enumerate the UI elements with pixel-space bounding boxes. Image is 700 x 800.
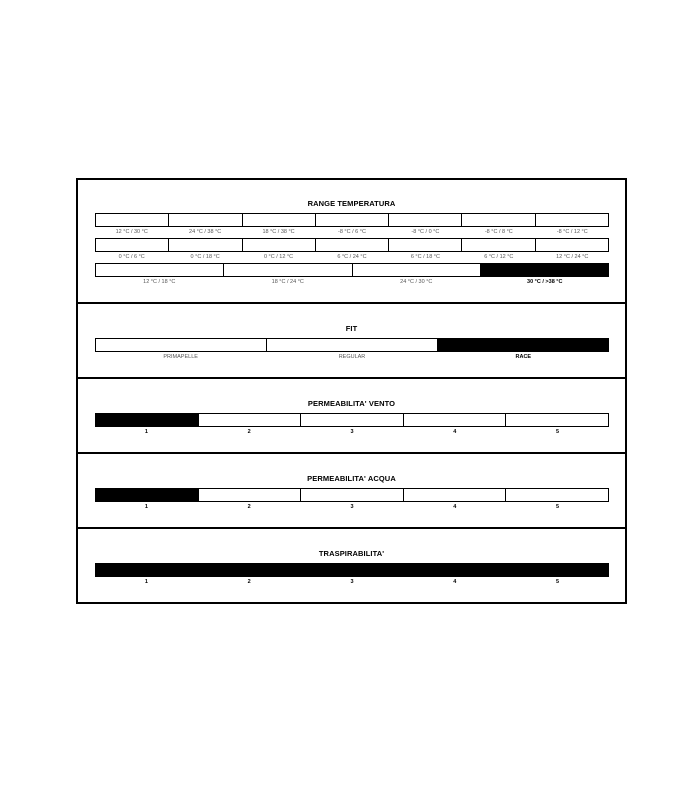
water-permeability-scale — [95, 488, 608, 513]
breathability-segment — [199, 564, 302, 576]
water-permeability-segment — [404, 489, 507, 501]
wind-permeability-label: 3 — [350, 429, 354, 435]
temperature-range-label: 6 °C / 18 °C — [410, 254, 440, 260]
temperature-range-segment — [96, 239, 169, 251]
temperature-range-label: 6 °C / 24 °C — [337, 254, 367, 260]
wind-permeability-segment — [506, 414, 608, 426]
temperature-row — [95, 263, 608, 288]
wind-permeability-labels — [95, 427, 609, 438]
temperature-range-segment — [243, 214, 316, 226]
fit-segment — [96, 339, 267, 351]
temperature-range-label: 6 °C / 12 °C — [484, 254, 514, 260]
breathability-label: 1 — [144, 579, 148, 585]
wind-permeability-label: 2 — [247, 429, 251, 435]
wind-permeability-label: 4 — [453, 429, 457, 435]
fit-section — [78, 304, 625, 379]
fit-segment — [438, 339, 608, 351]
water-permeability-label: 1 — [144, 504, 148, 510]
temperature-range-segment — [316, 214, 389, 226]
water-permeability-section — [78, 454, 625, 529]
breathability-label: 4 — [453, 579, 457, 585]
temperature-range-segment — [96, 264, 224, 276]
water-permeability-segment — [506, 489, 608, 501]
temperature-range-label: -8 °C / 6 °C — [338, 229, 366, 235]
temperature-range-bar — [95, 213, 609, 227]
wind-permeability-segment — [199, 414, 302, 426]
temperature-range-label: -8 °C / 0 °C — [411, 229, 440, 235]
product-spec-card — [76, 178, 627, 604]
temperature-range-labels — [95, 252, 609, 263]
temperature-range-segment — [316, 239, 389, 251]
breathability-segment — [506, 564, 608, 576]
temperature-range-bar — [95, 263, 609, 277]
temperature-range-label: 24 °C / 38 °C — [189, 229, 222, 235]
temperature-range-label: 18 °C / 38 °C — [262, 229, 295, 235]
breathability-segment — [96, 564, 199, 576]
breathability-label: 2 — [247, 579, 251, 585]
wind-permeability-segment — [301, 414, 404, 426]
temperature-range-segment — [462, 214, 535, 226]
water-permeability-labels — [95, 502, 609, 513]
breathability-segment — [404, 564, 507, 576]
temperature-range-label: -8 °C / 8 °C — [484, 229, 513, 235]
temperature-range-segment — [481, 264, 608, 276]
breathability-bar — [95, 563, 609, 577]
temperature-range-label: 0 °C / 18 °C — [190, 254, 220, 260]
wind-permeability-bar — [95, 413, 609, 427]
temperature-range-label: 0 °C / 6 °C — [118, 254, 145, 260]
temperature-range-segment — [536, 239, 608, 251]
breathability-label: 3 — [350, 579, 354, 585]
temperature-range-label: 24 °C / 30 °C — [400, 279, 433, 285]
wind-permeability-segment — [404, 414, 507, 426]
breathability-title: TRASPIRABILITA' — [318, 549, 385, 558]
temperature-row — [95, 213, 608, 238]
temperature-range-label: 18 °C / 24 °C — [271, 279, 304, 285]
breathability-scale — [95, 563, 608, 588]
temperature-range-title: RANGE TEMPERATURA — [307, 199, 396, 208]
fit-label: RACE — [515, 354, 532, 360]
temperature-range-segment — [353, 264, 481, 276]
breathability-segment — [301, 564, 404, 576]
temperature-range-section — [78, 180, 625, 304]
water-permeability-label: 2 — [247, 504, 251, 510]
temperature-range-label: 0 °C / 12 °C — [263, 254, 294, 260]
fit-scale — [95, 338, 608, 363]
fit-label: REGULAR — [338, 354, 366, 360]
wind-permeability-label: 5 — [556, 429, 560, 435]
water-permeability-label: 3 — [350, 504, 354, 510]
water-permeability-segment — [96, 489, 199, 501]
breathability-section — [78, 529, 625, 602]
water-permeability-label: 4 — [453, 504, 457, 510]
fit-label: PRIMAPELLE — [163, 354, 198, 360]
fit-bar — [95, 338, 609, 352]
temperature-range-label: 12 °C / 18 °C — [143, 279, 176, 285]
temperature-range-label: 30 °C / >38 °C — [527, 279, 563, 285]
temperature-range-labels — [95, 227, 609, 238]
temperature-range-bar — [95, 238, 609, 252]
breathability-label: 5 — [556, 579, 560, 585]
water-permeability-label: 5 — [556, 504, 560, 510]
temperature-range-segment — [169, 239, 242, 251]
temperature-range-segment — [389, 239, 462, 251]
water-permeability-segment — [199, 489, 302, 501]
breathability-labels — [95, 577, 609, 588]
temperature-range-segment — [96, 214, 169, 226]
temperature-range-label: 12 °C / 30 °C — [115, 229, 148, 235]
temperature-range-segment — [462, 239, 535, 251]
temperature-range-segment — [224, 264, 352, 276]
wind-permeability-title: PERMEABILITA' VENTO — [307, 399, 396, 408]
wind-permeability-segment — [96, 414, 199, 426]
water-permeability-segment — [301, 489, 404, 501]
temperature-row — [95, 238, 608, 263]
wind-permeability-section — [78, 379, 625, 454]
fit-title: FIT — [345, 324, 358, 333]
wind-permeability-scale — [95, 413, 608, 438]
temperature-range-segment — [169, 214, 242, 226]
water-permeability-title: PERMEABILITA' ACQUA — [307, 474, 396, 483]
fit-segment — [267, 339, 438, 351]
temperature-range-segment — [536, 214, 608, 226]
temperature-range-labels — [95, 277, 609, 288]
temperature-range-label: 12 °C / 24 °C — [556, 254, 589, 260]
water-permeability-bar — [95, 488, 609, 502]
temperature-range-grid — [95, 213, 608, 288]
temperature-range-segment — [243, 239, 316, 251]
temperature-range-label: -8 °C / 12 °C — [556, 229, 588, 235]
fit-labels — [95, 352, 609, 363]
wind-permeability-label: 1 — [144, 429, 148, 435]
temperature-range-segment — [389, 214, 462, 226]
